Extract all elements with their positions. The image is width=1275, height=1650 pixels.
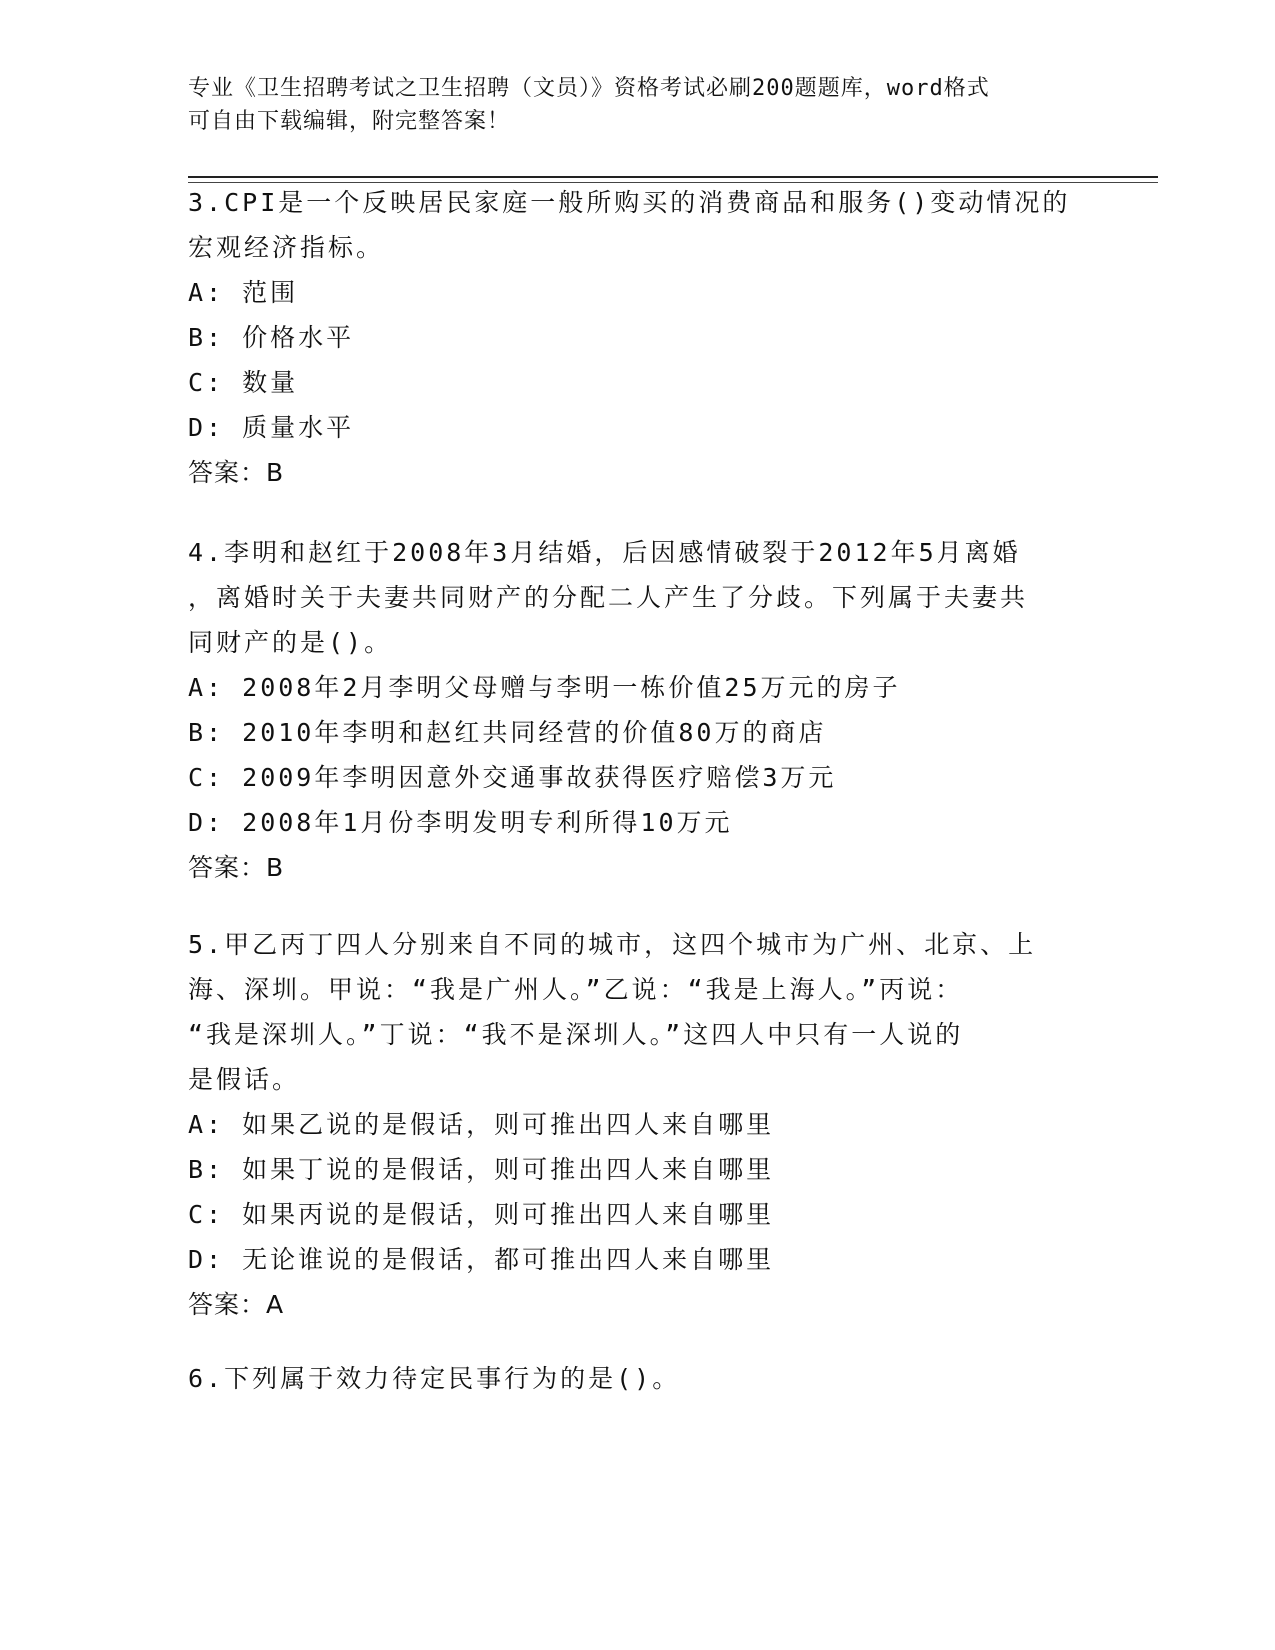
option-a: A: 如果乙说的是假话，则可推出四人来自哪里 — [188, 1110, 775, 1139]
option-c: C: 数量 — [188, 368, 299, 397]
document-header — [188, 72, 1068, 138]
question-stem-line: “我是深圳人。”丁说：“我不是深圳人。”这四人中只有一人说的 — [188, 1020, 964, 1049]
question-stem-line: ，离婚时关于夫妻共同财产的分配二人产生了分歧。下列属于夫妻共 — [188, 583, 1029, 612]
option-d: D: 无论谁说的是假话，都可推出四人来自哪里 — [188, 1245, 775, 1274]
option-d: D: 质量水平 — [188, 413, 355, 442]
option-b: B: 价格水平 — [188, 323, 355, 352]
question-6 — [188, 1356, 1078, 1401]
option-c: C: 如果丙说的是假话，则可推出四人来自哪里 — [188, 1200, 775, 1229]
question-stem-line: 是假话。 — [188, 1065, 301, 1094]
header-divider-thick — [188, 176, 1158, 178]
question-3 — [188, 180, 1078, 495]
question-stem-line: 同财产的是()。 — [188, 628, 393, 657]
option-a: A: 范围 — [188, 278, 299, 307]
question-stem-line: 6.下列属于效力待定民事行为的是()。 — [188, 1364, 681, 1393]
answer: 答案：A — [188, 1290, 285, 1319]
answer: 答案：B — [188, 458, 285, 487]
question-stem-line: 宏观经济指标。 — [188, 233, 385, 262]
question-stem-line: 5.甲乙丙丁四人分别来自不同的城市，这四个城市为广州、北京、上 — [188, 930, 1037, 959]
option-a: A: 2008年2月李明父母赠与李明一栋价值25万元的房子 — [188, 673, 901, 702]
question-stem-line: 4.李明和赵红于2008年3月结婚，后因感情破裂于2012年5月离婚 — [188, 538, 1021, 567]
option-b: B: 如果丁说的是假话，则可推出四人来自哪里 — [188, 1155, 775, 1184]
option-d: D: 2008年1月份李明发明专利所得10万元 — [188, 808, 733, 837]
option-b: B: 2010年李明和赵红共同经营的价值80万的商店 — [188, 718, 827, 747]
header-line-1: 专业《卫生招聘考试之卫生招聘（文员）》资格考试必刷200题题库，word格式 — [188, 76, 990, 101]
question-5 — [188, 922, 1078, 1327]
header-line-2: 可自由下载编辑，附完整答案！ — [188, 109, 511, 134]
question-4 — [188, 530, 1078, 890]
question-stem-line: 海、深圳。甲说：“我是广州人。”乙说：“我是上海人。”丙说： — [188, 975, 964, 1004]
question-stem-line: 3.CPI是一个反映居民家庭一般所购买的消费商品和服务()变动情况的 — [188, 188, 1071, 217]
option-c: C: 2009年李明因意外交通事故获得医疗赔偿3万元 — [188, 763, 837, 792]
answer: 答案：B — [188, 853, 285, 882]
